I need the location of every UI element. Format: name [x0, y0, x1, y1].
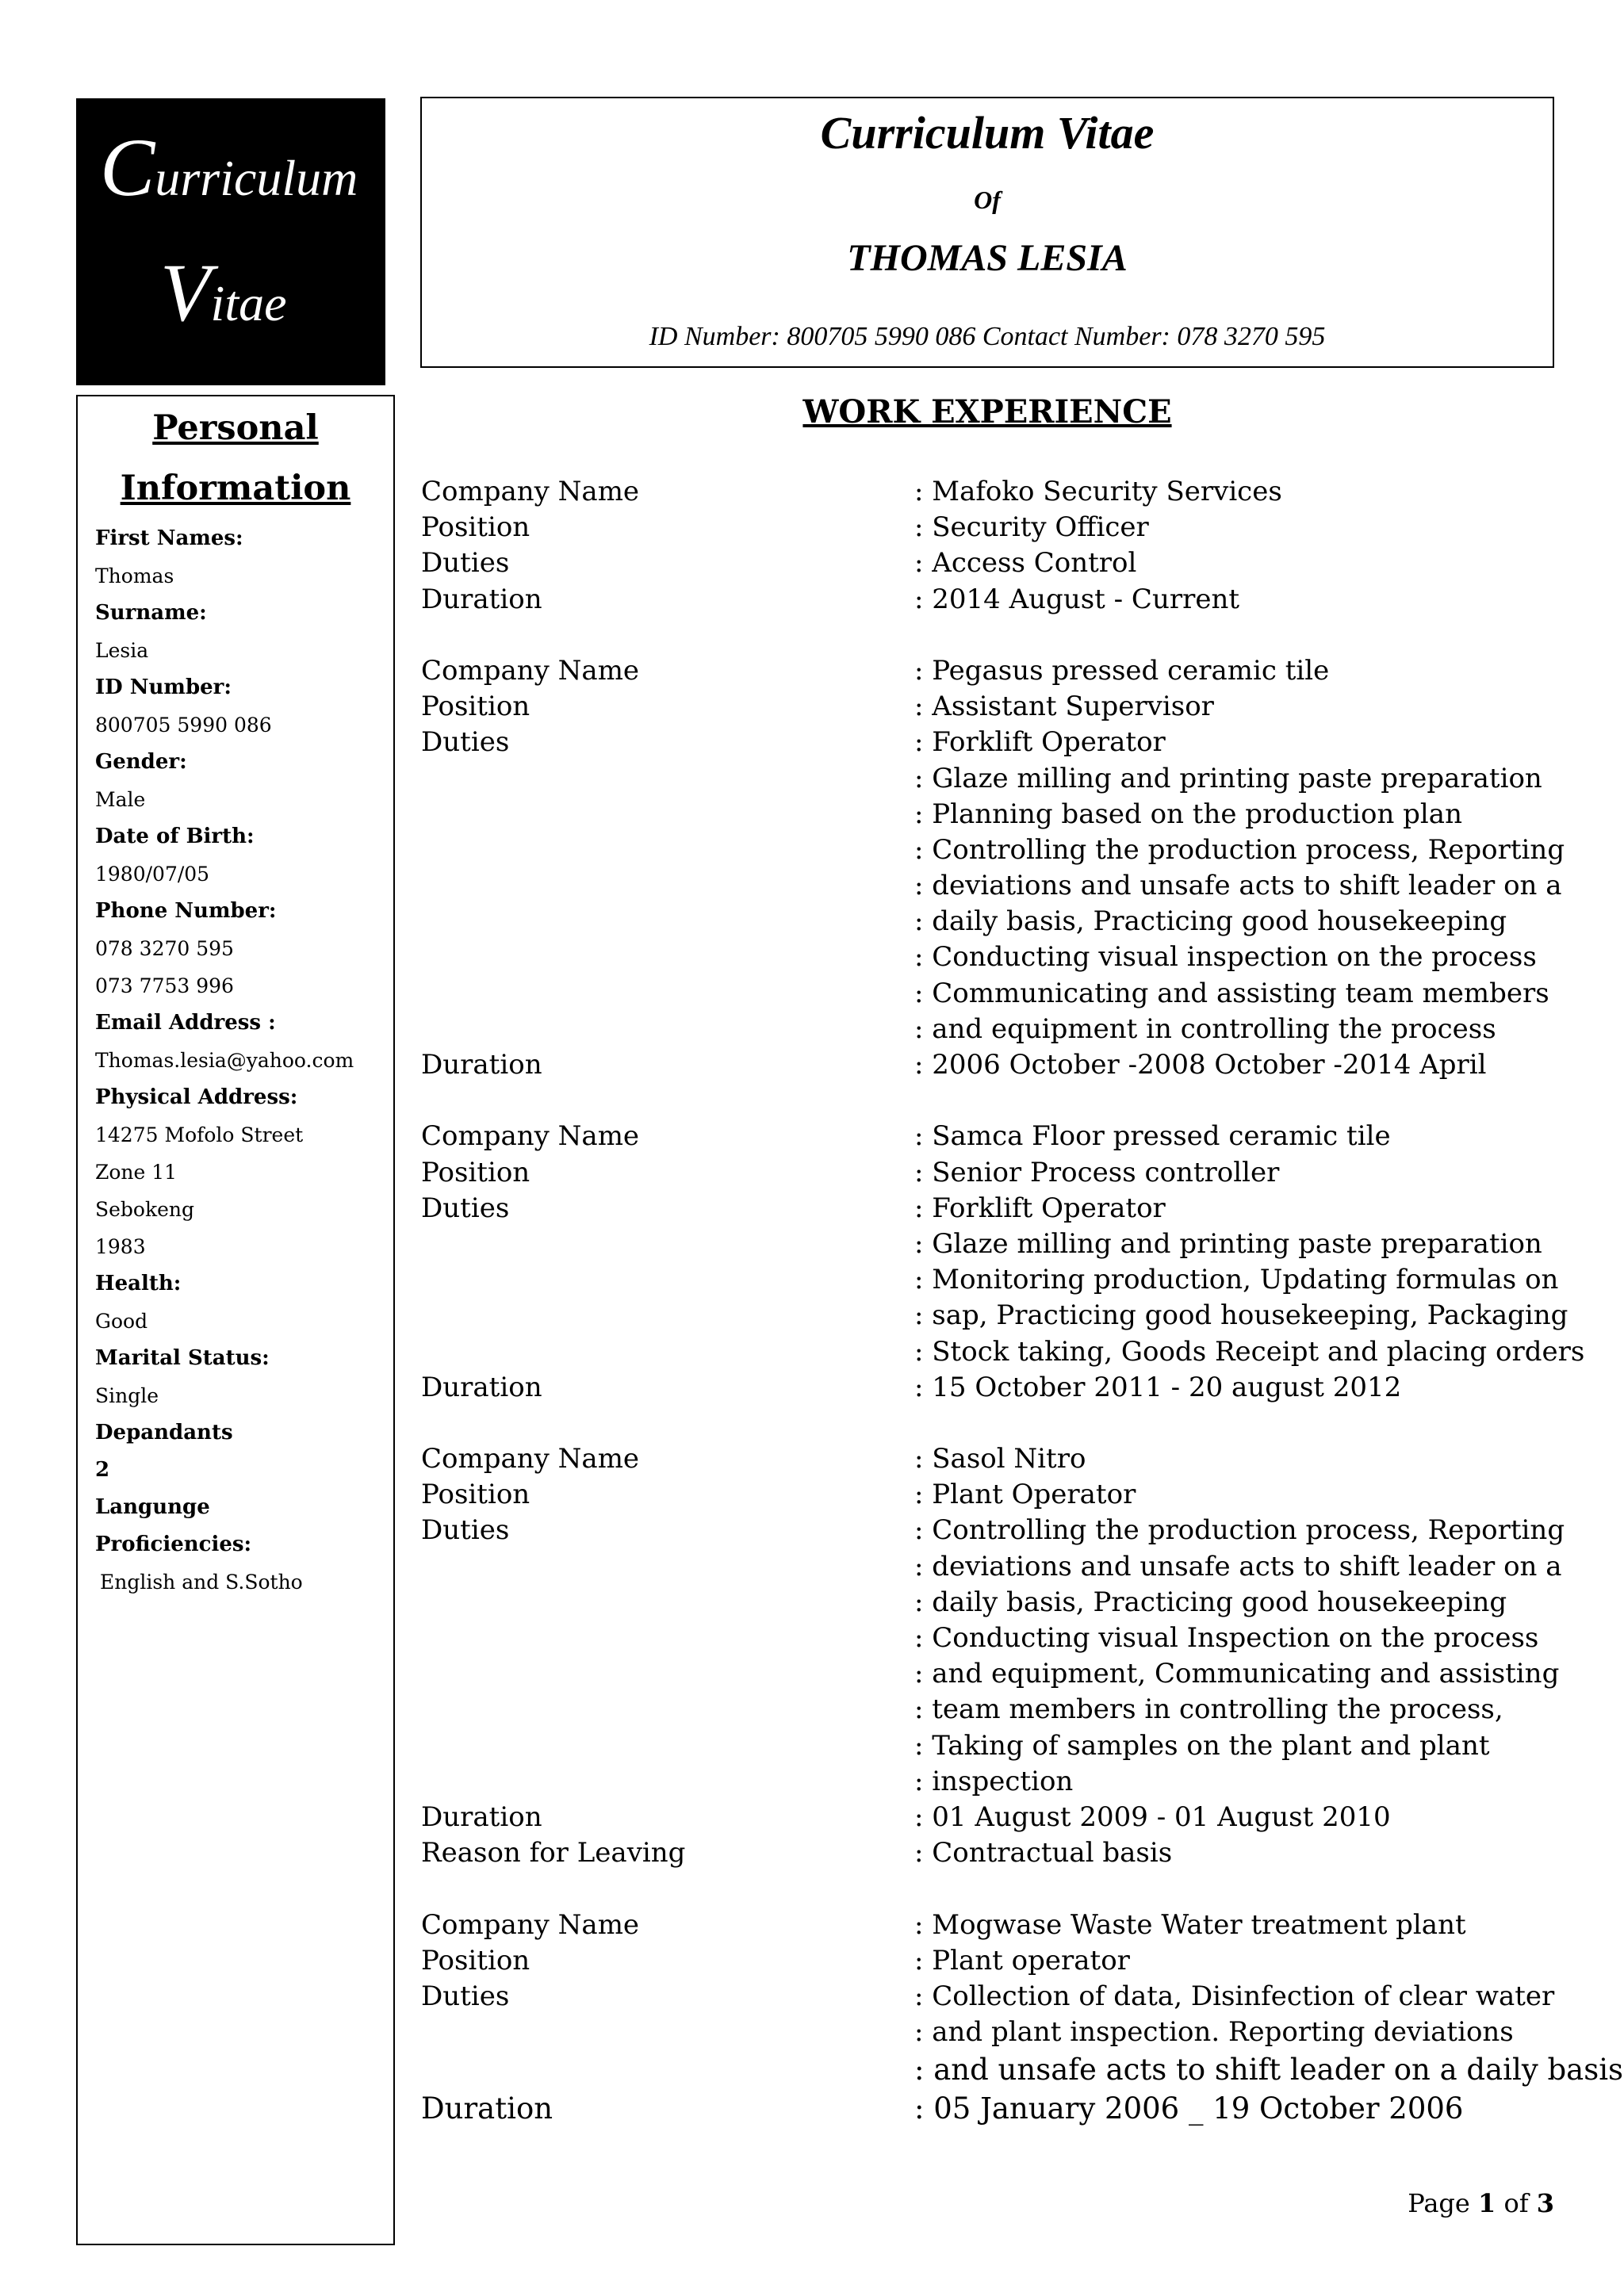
- experience-row: [421, 797, 1555, 832]
- experience-value: : deviations and unsafe acts to shift leader on a: [914, 870, 1562, 902]
- experience-value: : Conducting visual Inspection on the process: [914, 1622, 1539, 1654]
- experience-row: [421, 1764, 1555, 1800]
- experience-row: [421, 1262, 1559, 1298]
- experience-value: : Senior Process controller: [914, 1156, 1280, 1188]
- experience-value: : team members in controlling the process,: [914, 1693, 1503, 1726]
- experience-row: [421, 1585, 1555, 1621]
- field-value: 1983: [95, 1235, 146, 1258]
- experience-value: : 01 August 2009 - 01 August 2010: [914, 1800, 1391, 1833]
- field-label: Depandants: [95, 1421, 233, 1445]
- logo-line-curriculum: Curriculum: [100, 122, 358, 213]
- experience-row: [421, 1549, 1562, 1585]
- page-number: Page 1 of 3: [1408, 2188, 1554, 2218]
- field-value: Good: [95, 1310, 148, 1333]
- experience-row: [421, 1191, 1555, 1226]
- experience-value: : Glaze milling and printing paste preparation: [914, 1227, 1542, 1260]
- field-label: Proficiencies:: [95, 1533, 252, 1556]
- entry-gap: [421, 1871, 1555, 1907]
- experience-row: [421, 2015, 1555, 2050]
- field-label: Date of Birth:: [95, 825, 255, 848]
- experience-value: : and equipment in controlling the process: [914, 1012, 1496, 1045]
- header-box: [420, 97, 1554, 368]
- experience-value: : Forklift Operator: [914, 1192, 1166, 1224]
- experience-value: : Stock taking, Goods Receipt and placing orders: [914, 1335, 1585, 1368]
- experience-label: Duration: [421, 1800, 542, 1833]
- experience-label: Company Name: [421, 1908, 640, 1941]
- experience-value: : 2006 October -2008 October -2014 April: [914, 1049, 1487, 1081]
- experience-value: : Forklift Operator: [914, 726, 1166, 759]
- entry-gap: [421, 1083, 1555, 1119]
- experience-value: : Monitoring production, Updating formulas on: [914, 1264, 1559, 1296]
- experience-value: : Glaze milling and printing paste preparation: [914, 762, 1542, 794]
- experience-row: [421, 1441, 1555, 1477]
- experience-value: : Mafoko Security Services: [914, 476, 1282, 507]
- experience-value: : Mogwase Waste Water treatment plant: [914, 1908, 1466, 1941]
- experience-row: [421, 904, 1555, 939]
- field-value: Thomas.lesia@yahoo.com: [95, 1049, 354, 1072]
- experience-value: : inspection: [914, 1765, 1074, 1797]
- field-value: Thomas: [95, 564, 174, 587]
- experience-label: Duration: [421, 1371, 542, 1403]
- experience-value: : and unsafe acts to shift leader on a daily basis: [914, 2053, 1624, 2087]
- experience-row: [421, 2050, 1624, 2089]
- experience-label: Duties: [421, 1980, 510, 2012]
- experience-label: Position: [421, 1479, 530, 1511]
- experience-row: [421, 474, 1555, 510]
- field-label: First Names:: [95, 526, 243, 550]
- experience-label: Duties: [421, 1192, 510, 1224]
- experience-label: Position: [421, 1156, 530, 1188]
- field-value: Sebokeng: [95, 1198, 195, 1221]
- field-label: Health:: [95, 1272, 182, 1295]
- personal-information-sidebar: [76, 395, 395, 2245]
- experience-label: Company Name: [421, 476, 640, 507]
- experience-row: [421, 1155, 1555, 1191]
- experience-label: Duties: [421, 726, 510, 759]
- experience-row: [421, 1119, 1555, 1154]
- experience-label: Duties: [421, 547, 510, 580]
- header-contact-line: ID Number: 800705 5990 086 Contact Number: 078 3270 595: [649, 322, 1326, 351]
- experience-value: : Controlling the production process, Reporting: [914, 1514, 1565, 1547]
- experience-label: Duration: [421, 2091, 553, 2126]
- field-label: ID Number:: [95, 675, 232, 699]
- experience-label: Company Name: [421, 1443, 640, 1475]
- experience-label: Duration: [421, 583, 542, 615]
- field-label: Surname:: [95, 601, 207, 625]
- field-value: English and S.Sotho: [100, 1571, 303, 1594]
- experience-row: [421, 582, 1555, 618]
- experience-value: : Plant operator: [914, 1944, 1130, 1976]
- experience-label: Duties: [421, 1514, 510, 1547]
- field-value: Male: [95, 788, 146, 811]
- experience-label: Position: [421, 1944, 530, 1976]
- experience-row: [421, 725, 1555, 760]
- field-value: 073 7753 996: [95, 974, 234, 997]
- experience-row: [421, 1800, 1555, 1835]
- experience-value: : Conducting visual inspection on the process: [914, 941, 1537, 974]
- field-label: Physical Address:: [95, 1085, 298, 1109]
- field-label: Langunge: [95, 1495, 210, 1519]
- experience-value: : 05 January 2006 _ 19 October 2006: [914, 2091, 1464, 2126]
- field-label: Phone Number:: [95, 899, 277, 923]
- experience-label: Position: [421, 511, 530, 544]
- experience-row: [421, 510, 1555, 545]
- experience-value: : Communicating and assisting team members: [914, 977, 1549, 1009]
- experience-row: [421, 832, 1565, 868]
- experience-row: [421, 1621, 1555, 1656]
- entry-gap: [421, 1406, 1555, 1441]
- field-label: Marital Status:: [95, 1346, 270, 1370]
- experience-value: : Samca Floor pressed ceramic tile: [914, 1120, 1391, 1153]
- work-experience-list: [421, 474, 1624, 2128]
- entry-gap: [421, 618, 1555, 653]
- experience-value: : Plant Operator: [914, 1479, 1136, 1511]
- experience-row: [421, 1226, 1555, 1262]
- experience-value: : Assistant Supervisor: [914, 691, 1214, 723]
- experience-row: [421, 1370, 1555, 1406]
- experience-row: [421, 1047, 1555, 1083]
- experience-value: : and plant inspection. Reporting deviations: [914, 2016, 1514, 2049]
- experience-row: [421, 689, 1555, 725]
- experience-value: : Taking of samples on the plant and plant: [914, 1729, 1490, 1762]
- experience-row: [421, 976, 1555, 1012]
- experience-row: [421, 1012, 1555, 1047]
- experience-row: [421, 1728, 1555, 1764]
- field-value: Lesia: [95, 639, 149, 662]
- experience-row: [421, 653, 1555, 689]
- experience-value: : 15 October 2011 - 20 august 2012: [914, 1371, 1402, 1403]
- experience-value: : daily basis, Practicing good housekeeping: [914, 1586, 1507, 1618]
- field-label: 2: [95, 1458, 110, 1482]
- experience-label: Duration: [421, 1049, 542, 1081]
- field-value: Single: [95, 1384, 159, 1407]
- logo-line-vitae: Vitae: [160, 247, 287, 339]
- experience-row: [421, 761, 1555, 797]
- sidebar-title: Personal Information: [120, 408, 351, 508]
- experience-row: [421, 1943, 1555, 1979]
- experience-value: : 2014 August - Current: [914, 583, 1240, 615]
- experience-value: : Collection of data, Disinfection of clear water: [914, 1980, 1555, 2012]
- experience-row: [421, 1298, 1568, 1334]
- candidate-name: THOMAS LESIA: [847, 237, 1128, 279]
- experience-value: : deviations and unsafe acts to shift leader on a: [914, 1550, 1562, 1582]
- experience-label: Position: [421, 691, 530, 723]
- experience-row: [421, 1692, 1555, 1728]
- experience-row: [421, 1835, 1555, 1871]
- experience-row: [421, 1477, 1555, 1513]
- experience-value: : Contractual basis: [914, 1837, 1173, 1869]
- experience-row: [421, 1979, 1555, 2015]
- experience-value: : and equipment, Communicating and assisting: [914, 1658, 1560, 1690]
- experience-value: : Controlling the production process, Reporting: [914, 833, 1565, 866]
- field-value: 800705 5990 086: [95, 714, 272, 737]
- experience-row: [421, 1908, 1555, 1943]
- experience-row: [421, 1513, 1565, 1548]
- section-title-work-experience: WORK EXPERIENCE: [802, 393, 1172, 430]
- field-value: Zone 11: [95, 1161, 178, 1184]
- experience-value: : sap, Practicing good housekeeping, Packaging: [914, 1299, 1568, 1332]
- field-value: 1980/07/05: [95, 863, 210, 886]
- experience-label: Company Name: [421, 654, 640, 687]
- header-of: Of: [974, 186, 1001, 214]
- experience-value: : Sasol Nitro: [914, 1443, 1086, 1475]
- personal-fields: [95, 520, 390, 1601]
- cv-logo: [76, 98, 385, 385]
- experience-row: [421, 545, 1555, 581]
- experience-value: : Pegasus pressed ceramic tile: [914, 654, 1330, 687]
- experience-value: : Planning based on the production plan: [914, 798, 1462, 830]
- experience-row: [421, 1656, 1560, 1692]
- document-title: Curriculum Vitae: [820, 107, 1155, 159]
- experience-value: : Security Officer: [914, 511, 1149, 544]
- field-label: Email Address :: [95, 1011, 276, 1035]
- field-value: 078 3270 595: [95, 937, 234, 960]
- experience-row: [421, 2089, 1555, 2128]
- experience-label: Company Name: [421, 1120, 640, 1153]
- experience-value: : daily basis, Practicing good housekeeping: [914, 905, 1507, 938]
- experience-row: [421, 868, 1562, 904]
- field-label: Gender:: [95, 750, 187, 774]
- field-value: 14275 Mofolo Street: [95, 1123, 304, 1146]
- experience-value: : Access Control: [914, 547, 1137, 580]
- experience-row: [421, 939, 1555, 975]
- experience-label: Reason for Leaving: [421, 1837, 686, 1869]
- experience-row: [421, 1334, 1585, 1370]
